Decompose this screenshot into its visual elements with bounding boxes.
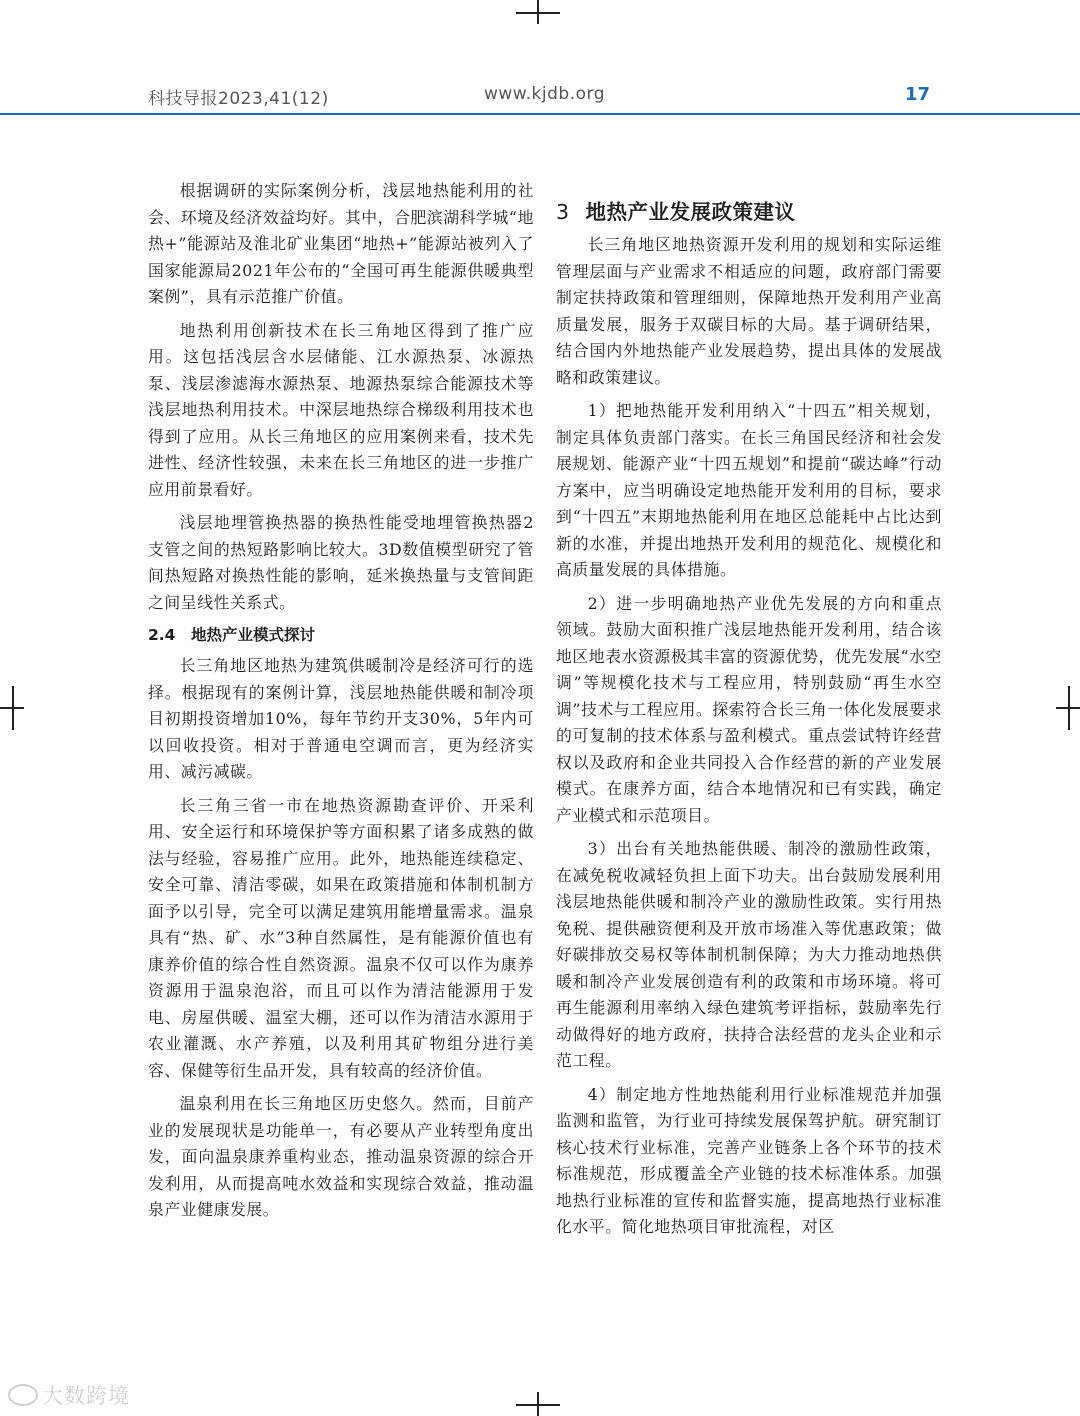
watermark (8, 1380, 130, 1410)
crop-mark-right-v (1068, 686, 1070, 730)
watermark-text: 大数跨境 (42, 1384, 130, 1408)
paragraph: 4）制定地方性地热能利用行业标准规范并加强监测和监管，为行业可持续发展保驾护航。研究制订核心技术行业标准，完善产业链条上各个环节的技术标准规范，形成覆盖全产业链的技术标准体系。加强地热行业标准的宣传和监督实施，提高地热行业标准化水平。简化地热项目审批流程，对区 (556, 1084, 942, 1236)
crop-mark-top-h (516, 12, 560, 14)
crop-mark-bottom-h (516, 1404, 560, 1406)
paragraph: 温泉利用在长三角地区历史悠久。然而，目前产业的发展现状是功能单一，有必要从产业转型角度出发，面向温泉康养重构业态，推动温泉资源的综合开发利用，从而提高吨水效益和实现综合效益，推动温泉产业健康发展。 (148, 1094, 534, 1219)
paragraph: 长三角三省一市在地热资源勘查评价、开采利用、安全运行和环境保护等方面积累了诸多成熟的做法与经验，容易推广应用。此外，地热能连续稳定、安全可靠、清洁零碳，如果在政策措施和体制机制方面予以引导，完全可以满足建筑用能增量需求。温泉具有“热、矿、水”3种自然属性，是有能源价值也有康养价值的综合性自然资源。温泉不仅可以作为康养资源用于温泉泡浴，而且可以作为清洁能源用于发电、房屋供暖、温室大棚，还可以作为清洁水源用于农业灌溉、水产养殖，以及利用其矿物组分进行美容、保健等衍生品开发，具有较高的经济价值。 (148, 795, 534, 1080)
paragraph: 地热利用创新技术在长三角地区得到了推广应用。这包括浅层含水层储能、江水源热泵、冰源热泵、浅层渗滤海水源热泵、地源热泵综合能源技术等浅层地热利用技术。中深层地热综合梯级利用技术也得到了应用。从长三角地区的应用案例来看，技术先进性、经济性较强，未来在长三角地区的进一步推广应用前景看好。 (148, 320, 534, 499)
left-column (148, 178, 534, 1231)
paragraph: 3）出台有关地热能供暖、制冷的激励性政策，在减免税收减轻负担上面下功夫。出台鼓励发展利用浅层地热能供暖和制冷产业的激励性政策。实行用热免税、提供融资便利及开放市场准入等优惠政策；做好碳排放交易权等体制机制保障；为大力推动地热供暖和制冷产业发展创造有利的政策和市场环境。将可再生能源利用率纳入绿色建筑考评指标，鼓励率先行动做得好的地方政府，扶持合法经营的龙头企业和示范工程。 (556, 839, 942, 1070)
header-rule (0, 113, 1080, 115)
paragraph: 浅层地埋管换热器的换热性能受地埋管换热器2支管之间的热短路影响比较大。3D数值模型研究了管间热短路对换热性能的影响，延米换热量与支管间距之间呈线性关系式。 (148, 513, 534, 612)
crop-mark-left-v (12, 686, 14, 730)
paragraph: 长三角地区地热为建筑供暖制冷是经济可行的选择。根据现有的案例计算，浅层地热能供暖和制冷项目初期投资增加10%，每年节约开支30%，5年内可以回收投资。相对于普通电空调而言，更为经济实用、减污减碳。 (148, 656, 534, 781)
section-heading (556, 195, 942, 225)
watermark-logo-icon (8, 1384, 38, 1406)
right-column (556, 232, 942, 1248)
page-number: 17 (904, 84, 930, 105)
paragraph: 长三角地区地热资源开发利用的规划和实际运维管理层面与产业需求不相适应的问题，政府部门需要制定扶持政策和管理细则，保障地热开发利用产业高质量发展，服务于双碳目标的大局。基于调研结果，结合国内外地热能产业发展趋势，提出具体的发展战略和政策建议。 (556, 235, 942, 387)
page-header (148, 84, 930, 112)
section-number: 3 (556, 200, 570, 224)
journal-website: www.kjdb.org (484, 84, 605, 104)
paragraph: 2）进一步明确地热产业优先发展的方向和重点领域。鼓励大面积推广浅层地热能开发利用，结合该地区地表水资源极其丰富的资源优势，优先发展“水空调”等规模化技术与工程应用，特别鼓励“再生水空调”技术与工程应用。探索符合长三角一体化发展要求的可复制的技术体系与盈利模式。重点尝试特许经营权以及政府和企业共同投入合作经营的新的产业发展模式。在康养方面，结合本地情况和已有实践，确定产业模式和示范项目。 (556, 593, 942, 825)
subsection-title: 2.4 地热产业模式探讨 (148, 626, 315, 644)
paragraph: 根据调研的实际案例分析，浅层地热能利用的社会、环境及经济效益均好。其中，合肥滨湖科学城“地热+”能源站及淮北矿业集团“地热+”能源站被列入了国家能源局2021年公布的“全国可再生能源供暖典型案例”，具有示范推广价值。 (148, 181, 534, 306)
journal-citation: 科技导报2023,41(12) (148, 89, 329, 109)
paragraph: 1）把地热能开发利用纳入“十四五”相关规划，制定具体负责部门落实。在长三角国民经济和社会发展规划、能源产业“十四五规划”和提前“碳达峰”行动方案中，应当明确设定地热能开发利用的目标，要求到“十四五”末期地热能利用在地区总能耗中占比达到新的水准，并提出地热开发利用的规范化、规模化和高质量发展的具体措施。 (556, 401, 942, 579)
section-title: 地热产业发展政策建议 (585, 200, 796, 224)
